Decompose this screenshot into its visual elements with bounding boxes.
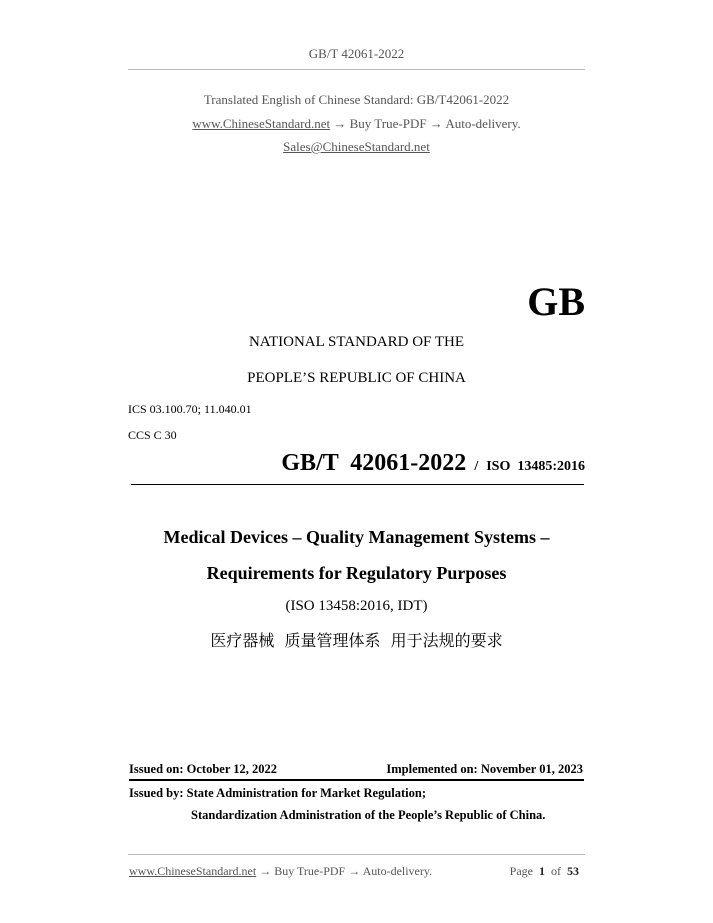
ccs-code: CCS C 30	[128, 428, 177, 442]
page-number	[510, 864, 579, 879]
issued-by: Issued by: State Administration for Market Regulation;	[129, 786, 426, 800]
promo-email	[0, 139, 713, 155]
implemented-on: Implemented on: November 01, 2023	[386, 762, 583, 776]
dates-divider	[129, 779, 584, 781]
total-pages: 53	[567, 864, 579, 878]
site-link[interactable]: www.ChineseStandard.net	[192, 116, 331, 131]
footer-divider	[128, 854, 585, 855]
gbt-number: GB/T 42061-2022	[281, 450, 467, 476]
footer-arrow-text: → Buy True-PDF → Auto-delivery.	[256, 864, 433, 878]
national-line2: PEOPLE’S REPUBLIC OF CHINA	[247, 370, 466, 386]
promo-line: Translated English of Chinese Standard: GB/T42061-2022	[203, 92, 510, 107]
gb-logo: GB	[527, 279, 585, 324]
issued-by-2: Standardization Administration of the People’s Republic of China.	[191, 808, 546, 822]
page-label: Page	[509, 864, 533, 878]
separator: /	[474, 459, 479, 474]
issued-on: Issued on: October 12, 2022	[129, 762, 278, 776]
idt-note: (ISO 13458:2016, IDT)	[285, 598, 428, 614]
iso-number: ISO 13485:2016	[486, 459, 585, 474]
current-page: 1	[539, 864, 545, 878]
of-label: of	[551, 864, 561, 878]
promo-arrow-text: → Buy True-PDF → Auto-delivery.	[330, 116, 521, 131]
title-line2: Requirements for Regulatory Purposes	[206, 563, 507, 583]
title-divider	[131, 484, 584, 485]
email-link[interactable]: Sales@ChineseStandard.net	[283, 139, 430, 154]
chinese-title: 医疗器械 质量管理体系 用于法规的要求	[210, 631, 503, 650]
running-header: GB/T 42061-2022	[308, 46, 405, 61]
title-line1: Medical Devices – Quality Management Systems –	[163, 527, 550, 547]
footer-site-link[interactable]: www.ChineseStandard.net	[129, 864, 257, 878]
ics-code: ICS 03.100.70; 11.040.01	[128, 402, 252, 416]
promo-links	[0, 116, 713, 132]
national-line1: NATIONAL STANDARD OF THE	[248, 334, 465, 350]
footer-links	[129, 864, 432, 879]
standard-number	[281, 450, 585, 477]
header-divider	[128, 69, 585, 70]
